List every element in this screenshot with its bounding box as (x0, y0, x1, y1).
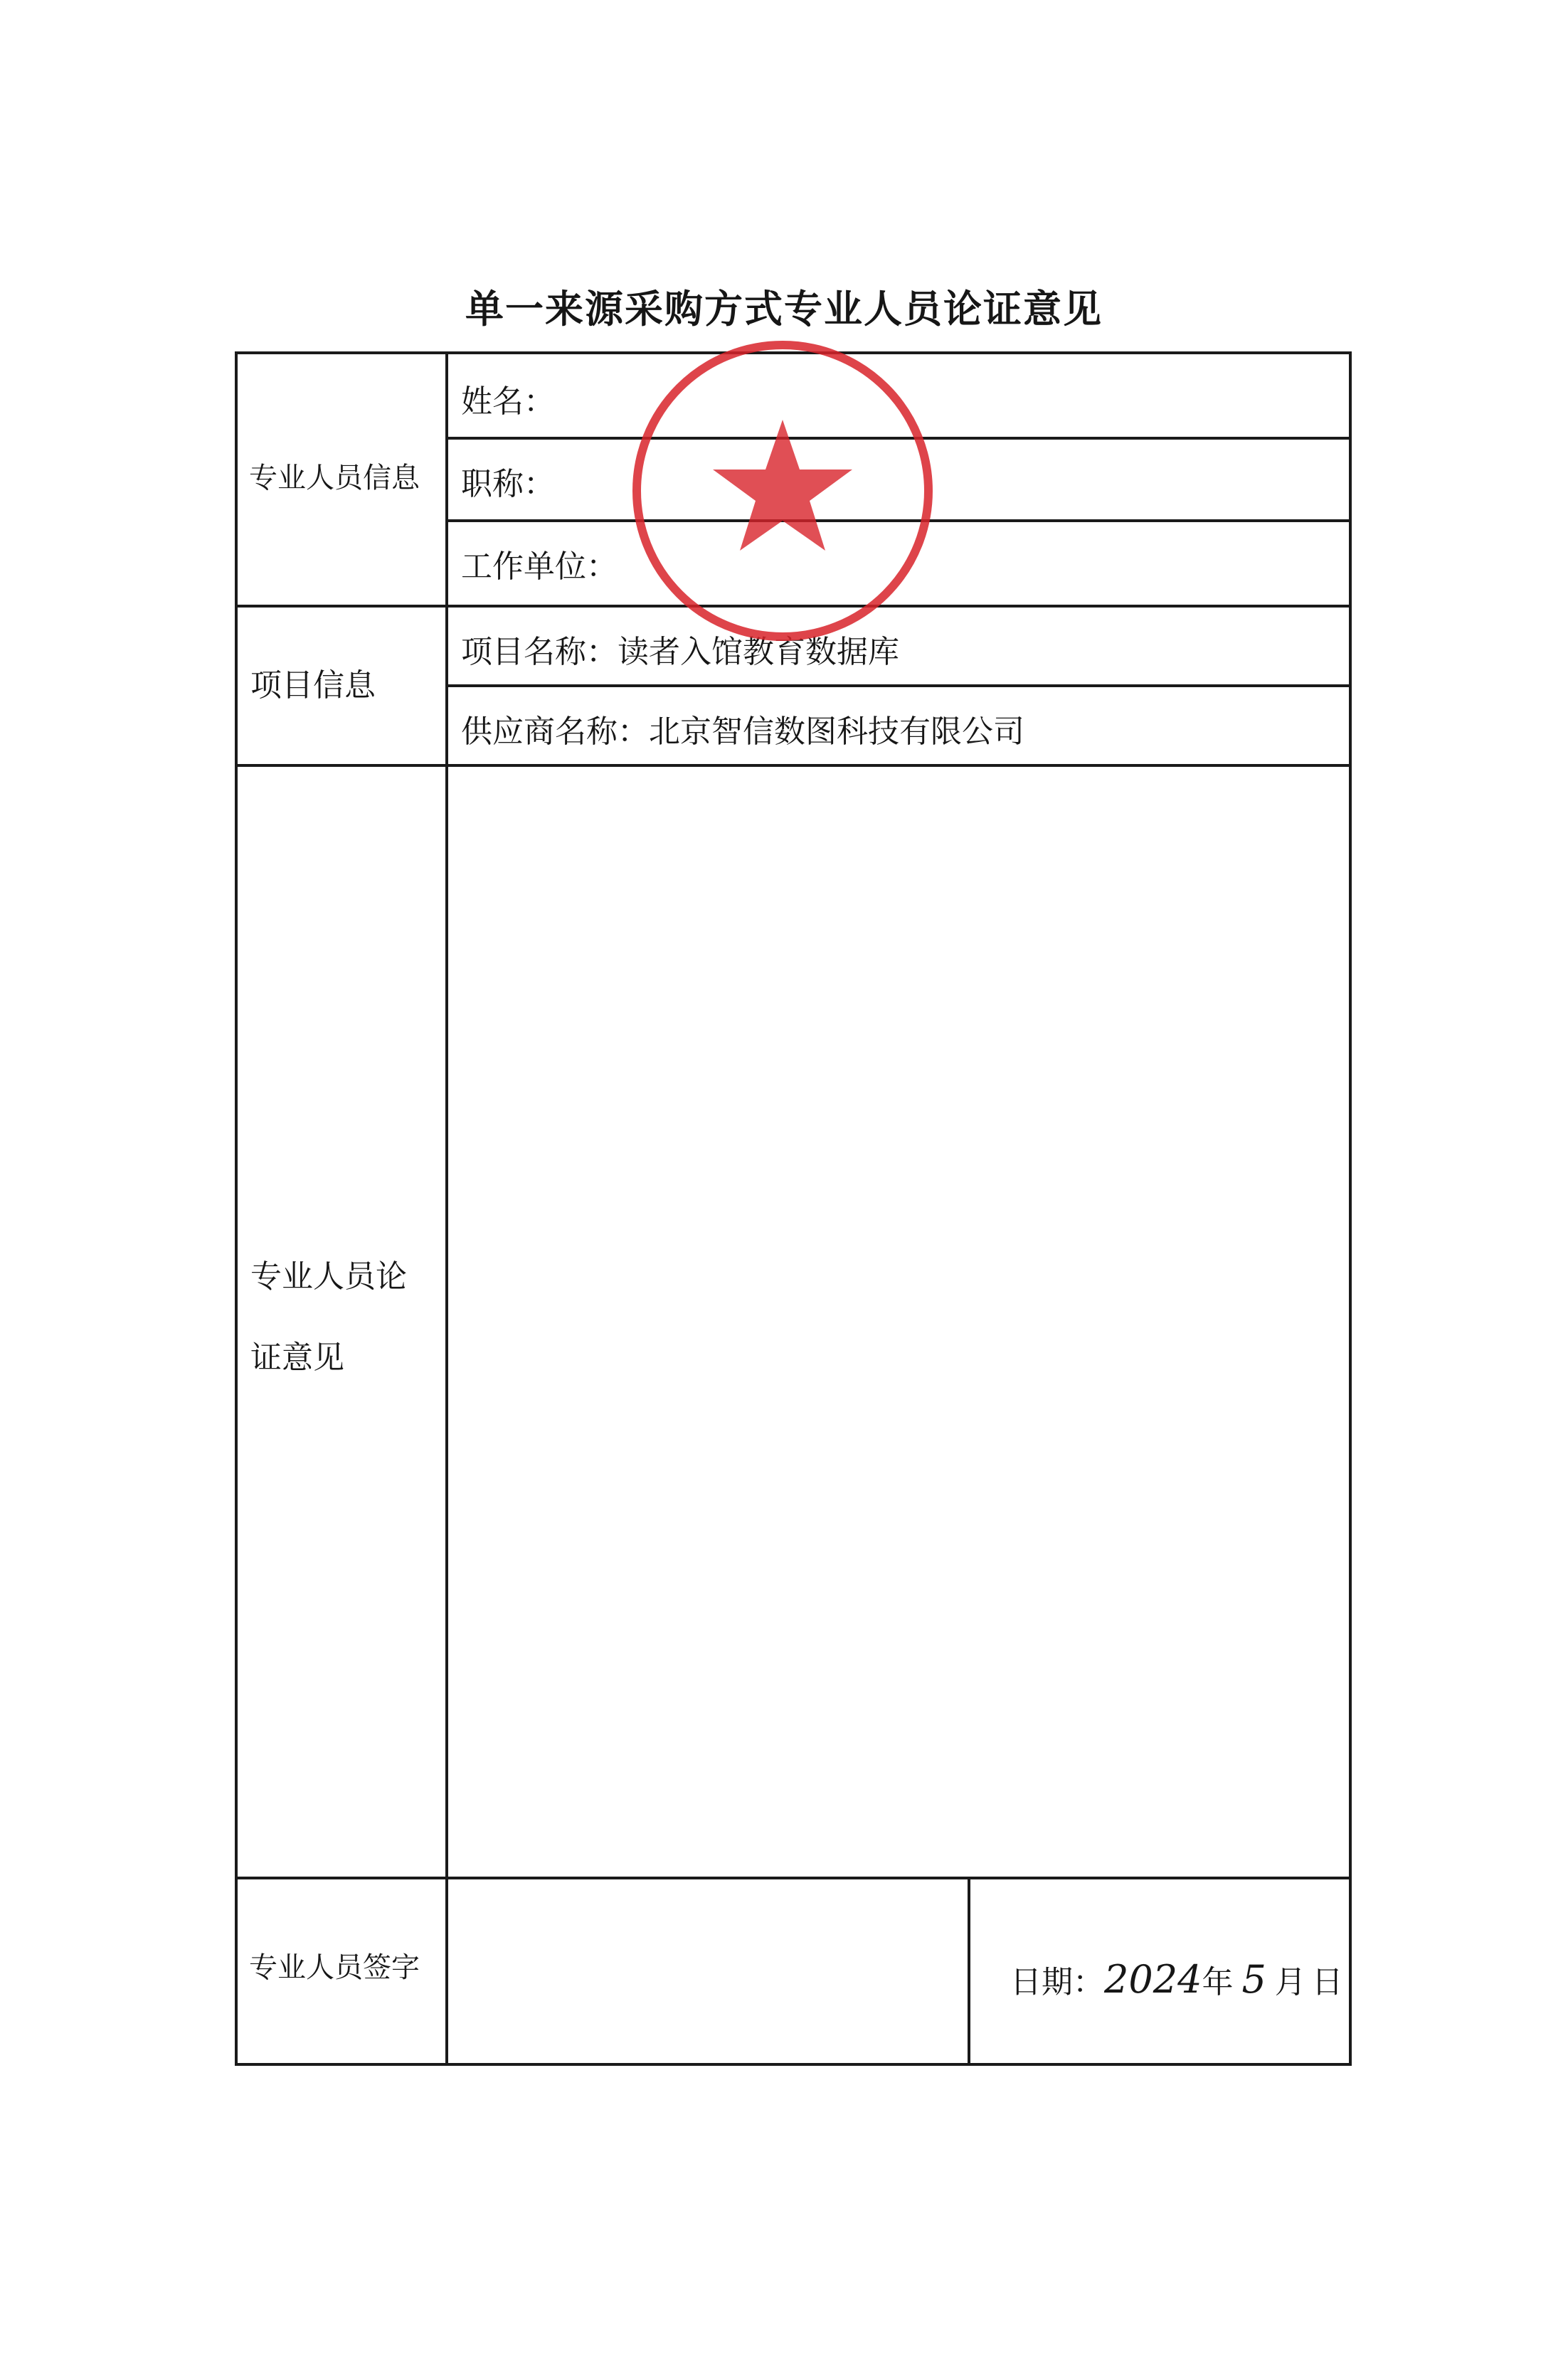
column-divider (445, 354, 448, 1877)
date-year-unit: 年 (1202, 1964, 1234, 2000)
document-title: 单一来源采购方式专业人员论证意见 (465, 287, 1103, 331)
signature-label: 专业人员签字 (249, 1951, 420, 1984)
date-field (1010, 1956, 1343, 2002)
row-divider (238, 1877, 1352, 1879)
date-label: 日期： (1010, 1964, 1104, 2000)
title-label: 职称： (461, 466, 555, 502)
column-divider (968, 1877, 970, 2066)
column-divider (445, 1877, 448, 2066)
opinion-section-label (250, 1236, 407, 1399)
date-month: 5 (1241, 1957, 1266, 2002)
row-divider (445, 684, 1352, 687)
official-seal (626, 334, 939, 647)
workplace-label: 工作单位： (461, 548, 618, 585)
workplace-field (461, 541, 622, 586)
seal-star-icon (713, 420, 852, 551)
title-field (461, 458, 559, 504)
name-label: 姓名： (461, 383, 555, 420)
date-month-unit: 月 (1274, 1964, 1306, 2000)
supplier-label: 供应商名称： (461, 714, 649, 750)
project-name-label: 项目名称： (461, 634, 618, 670)
personnel-info-label: 专业人员信息 (249, 462, 420, 494)
date-year: 2024 (1104, 1957, 1202, 2002)
opinion-label-line-2: 证意见 (250, 1340, 344, 1377)
supplier-field (461, 706, 1024, 751)
opinion-label-line-1: 专业人员论 (250, 1258, 407, 1295)
project-info-label: 项目信息 (250, 667, 376, 704)
row-divider (238, 764, 1352, 767)
date-day-unit: 日 (1311, 1964, 1343, 2000)
project-name-value: 读者入馆教育数据库 (618, 634, 899, 670)
name-field (461, 376, 559, 421)
supplier-value: 北京智信数图科技有限公司 (649, 714, 1024, 750)
